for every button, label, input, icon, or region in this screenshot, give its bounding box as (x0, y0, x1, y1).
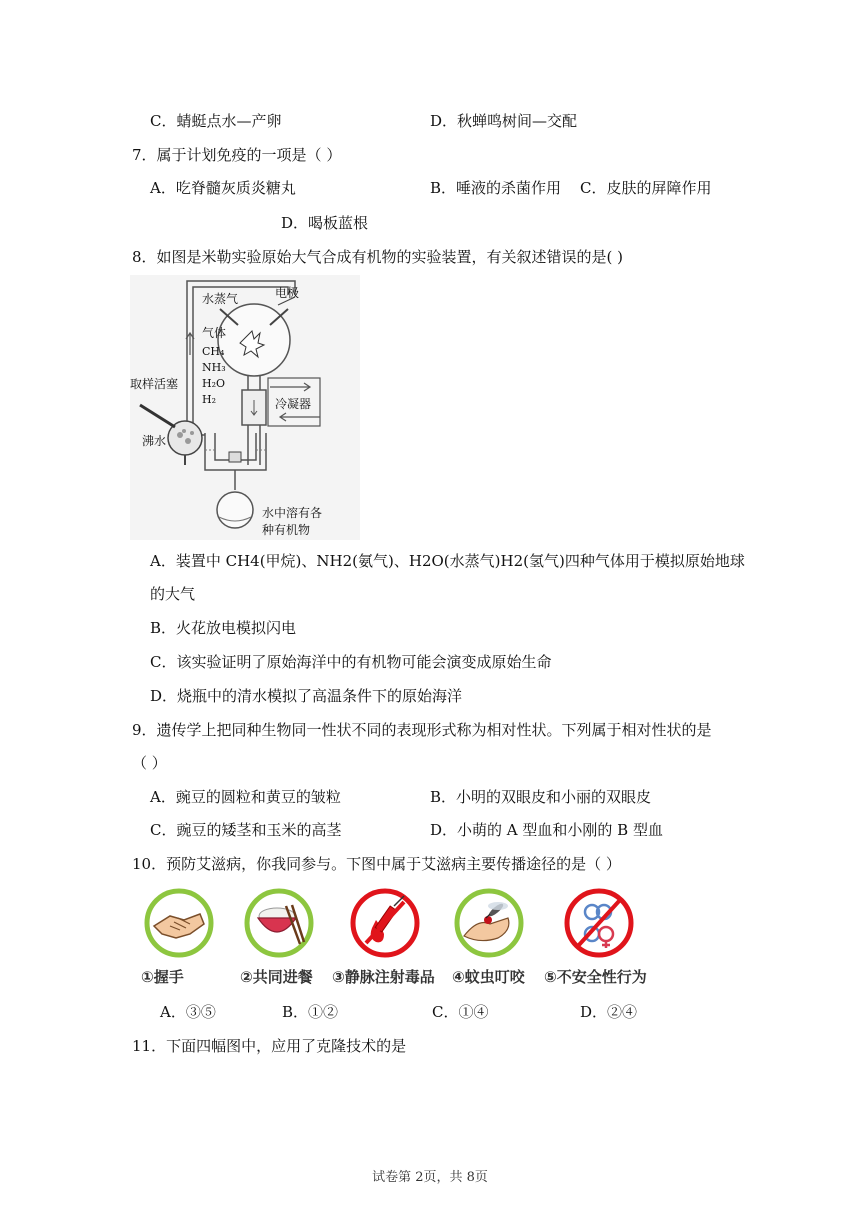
syringe-icon (346, 888, 424, 958)
icon-caption-3: ③静脉注射毒品 (332, 968, 435, 986)
q7-option-c: C．皮肤的屏障作用 (580, 179, 712, 197)
label-product-line2: 种有机物 (262, 523, 311, 537)
q11-stem: 11．下面四幅图中，应用了克隆技术的是 (132, 1037, 407, 1055)
gender-symbols-icon (560, 888, 638, 958)
q10-stem: 10．预防艾滋病，你我同参与。下图中属于艾滋病主要传播途径的是（ ） (132, 855, 621, 873)
icon-caption-5: ⑤不安全性行为 (544, 968, 647, 986)
q10-option-d: D．②④ (580, 1003, 638, 1021)
q6-option-c: C．蜻蜓点水—产卵 (150, 112, 282, 130)
q7-option-b: B．唾液的杀菌作用 (430, 179, 562, 197)
q8-stem: 8．如图是米勒实验原始大气合成有机物的实验装置，有关叙述错误的是( ) (132, 248, 624, 266)
rice-bowl-icon (240, 888, 318, 958)
handshake-icon (140, 888, 218, 958)
q9-stem-line2: （ ） (132, 754, 167, 772)
label-nh3: NH₃ (202, 361, 226, 374)
label-gas: 气体 (202, 326, 227, 340)
label-sampling-valve: 取样活塞 (130, 377, 179, 391)
q6-option-d: D．秋蝉鸣树间—交配 (430, 112, 578, 130)
label-h2: H₂ (202, 393, 217, 406)
q10-option-c: C．①④ (432, 1003, 489, 1021)
q8-option-c: C．该实验证明了原始海洋中的有机物可能会演变成原始生命 (150, 653, 552, 671)
label-product-line1: 水中溶有各 (262, 506, 323, 520)
q7-option-a: A．吃脊髓灰质炎糖丸 (150, 179, 296, 197)
icon-caption-2: ②共同进餐 (240, 968, 313, 986)
label-boiling-water: 沸水 (142, 434, 167, 448)
q8-option-a-line2: 的大气 (150, 585, 196, 603)
q9-option-d: D．小萌的 A 型血和小刚的 B 型血 (430, 821, 663, 839)
q8-option-a-line1: A．装置中 CH4(甲烷)、NH2(氨气)、H2O(水蒸气)H2(氢气)四种气体用于模拟原始地球 (150, 552, 745, 570)
label-h2o: H₂O (202, 377, 226, 390)
label-electrode: 电极 (275, 286, 300, 300)
label-ch4: CH₄ (202, 345, 225, 358)
q7-option-d: D．喝板蓝根 (281, 214, 369, 232)
q8-option-d: D．烧瓶中的清水模拟了高温条件下的原始海洋 (150, 687, 463, 705)
q9-option-a: A．豌豆的圆粒和黄豆的皱粒 (150, 788, 341, 806)
q7-stem: 7．属于计划免疫的一项是（ ） (132, 146, 342, 164)
label-condenser: 冷凝器 (275, 397, 312, 411)
q8-option-b: B．火花放电模拟闪电 (150, 619, 297, 637)
icon-caption-4: ④蚊虫叮咬 (452, 968, 525, 986)
icon-caption-1: ①握手 (141, 968, 184, 986)
miller-experiment-diagram (130, 275, 360, 540)
q10-option-a: A．③⑤ (160, 1003, 216, 1021)
label-steam: 水蒸气 (202, 292, 239, 306)
page-footer: 试卷第 2页，共 8页 (372, 1170, 488, 1185)
q9-stem-line1: 9．遗传学上把同种生物同一性状不同的表现形式称为相对性状。下列属于相对性状的是 (132, 721, 712, 739)
q9-option-b: B．小明的双眼皮和小丽的双眼皮 (430, 788, 652, 806)
mosquito-icon (450, 888, 528, 958)
q10-option-b: B．①② (282, 1003, 339, 1021)
q9-option-c: C．豌豆的矮茎和玉米的高茎 (150, 821, 342, 839)
